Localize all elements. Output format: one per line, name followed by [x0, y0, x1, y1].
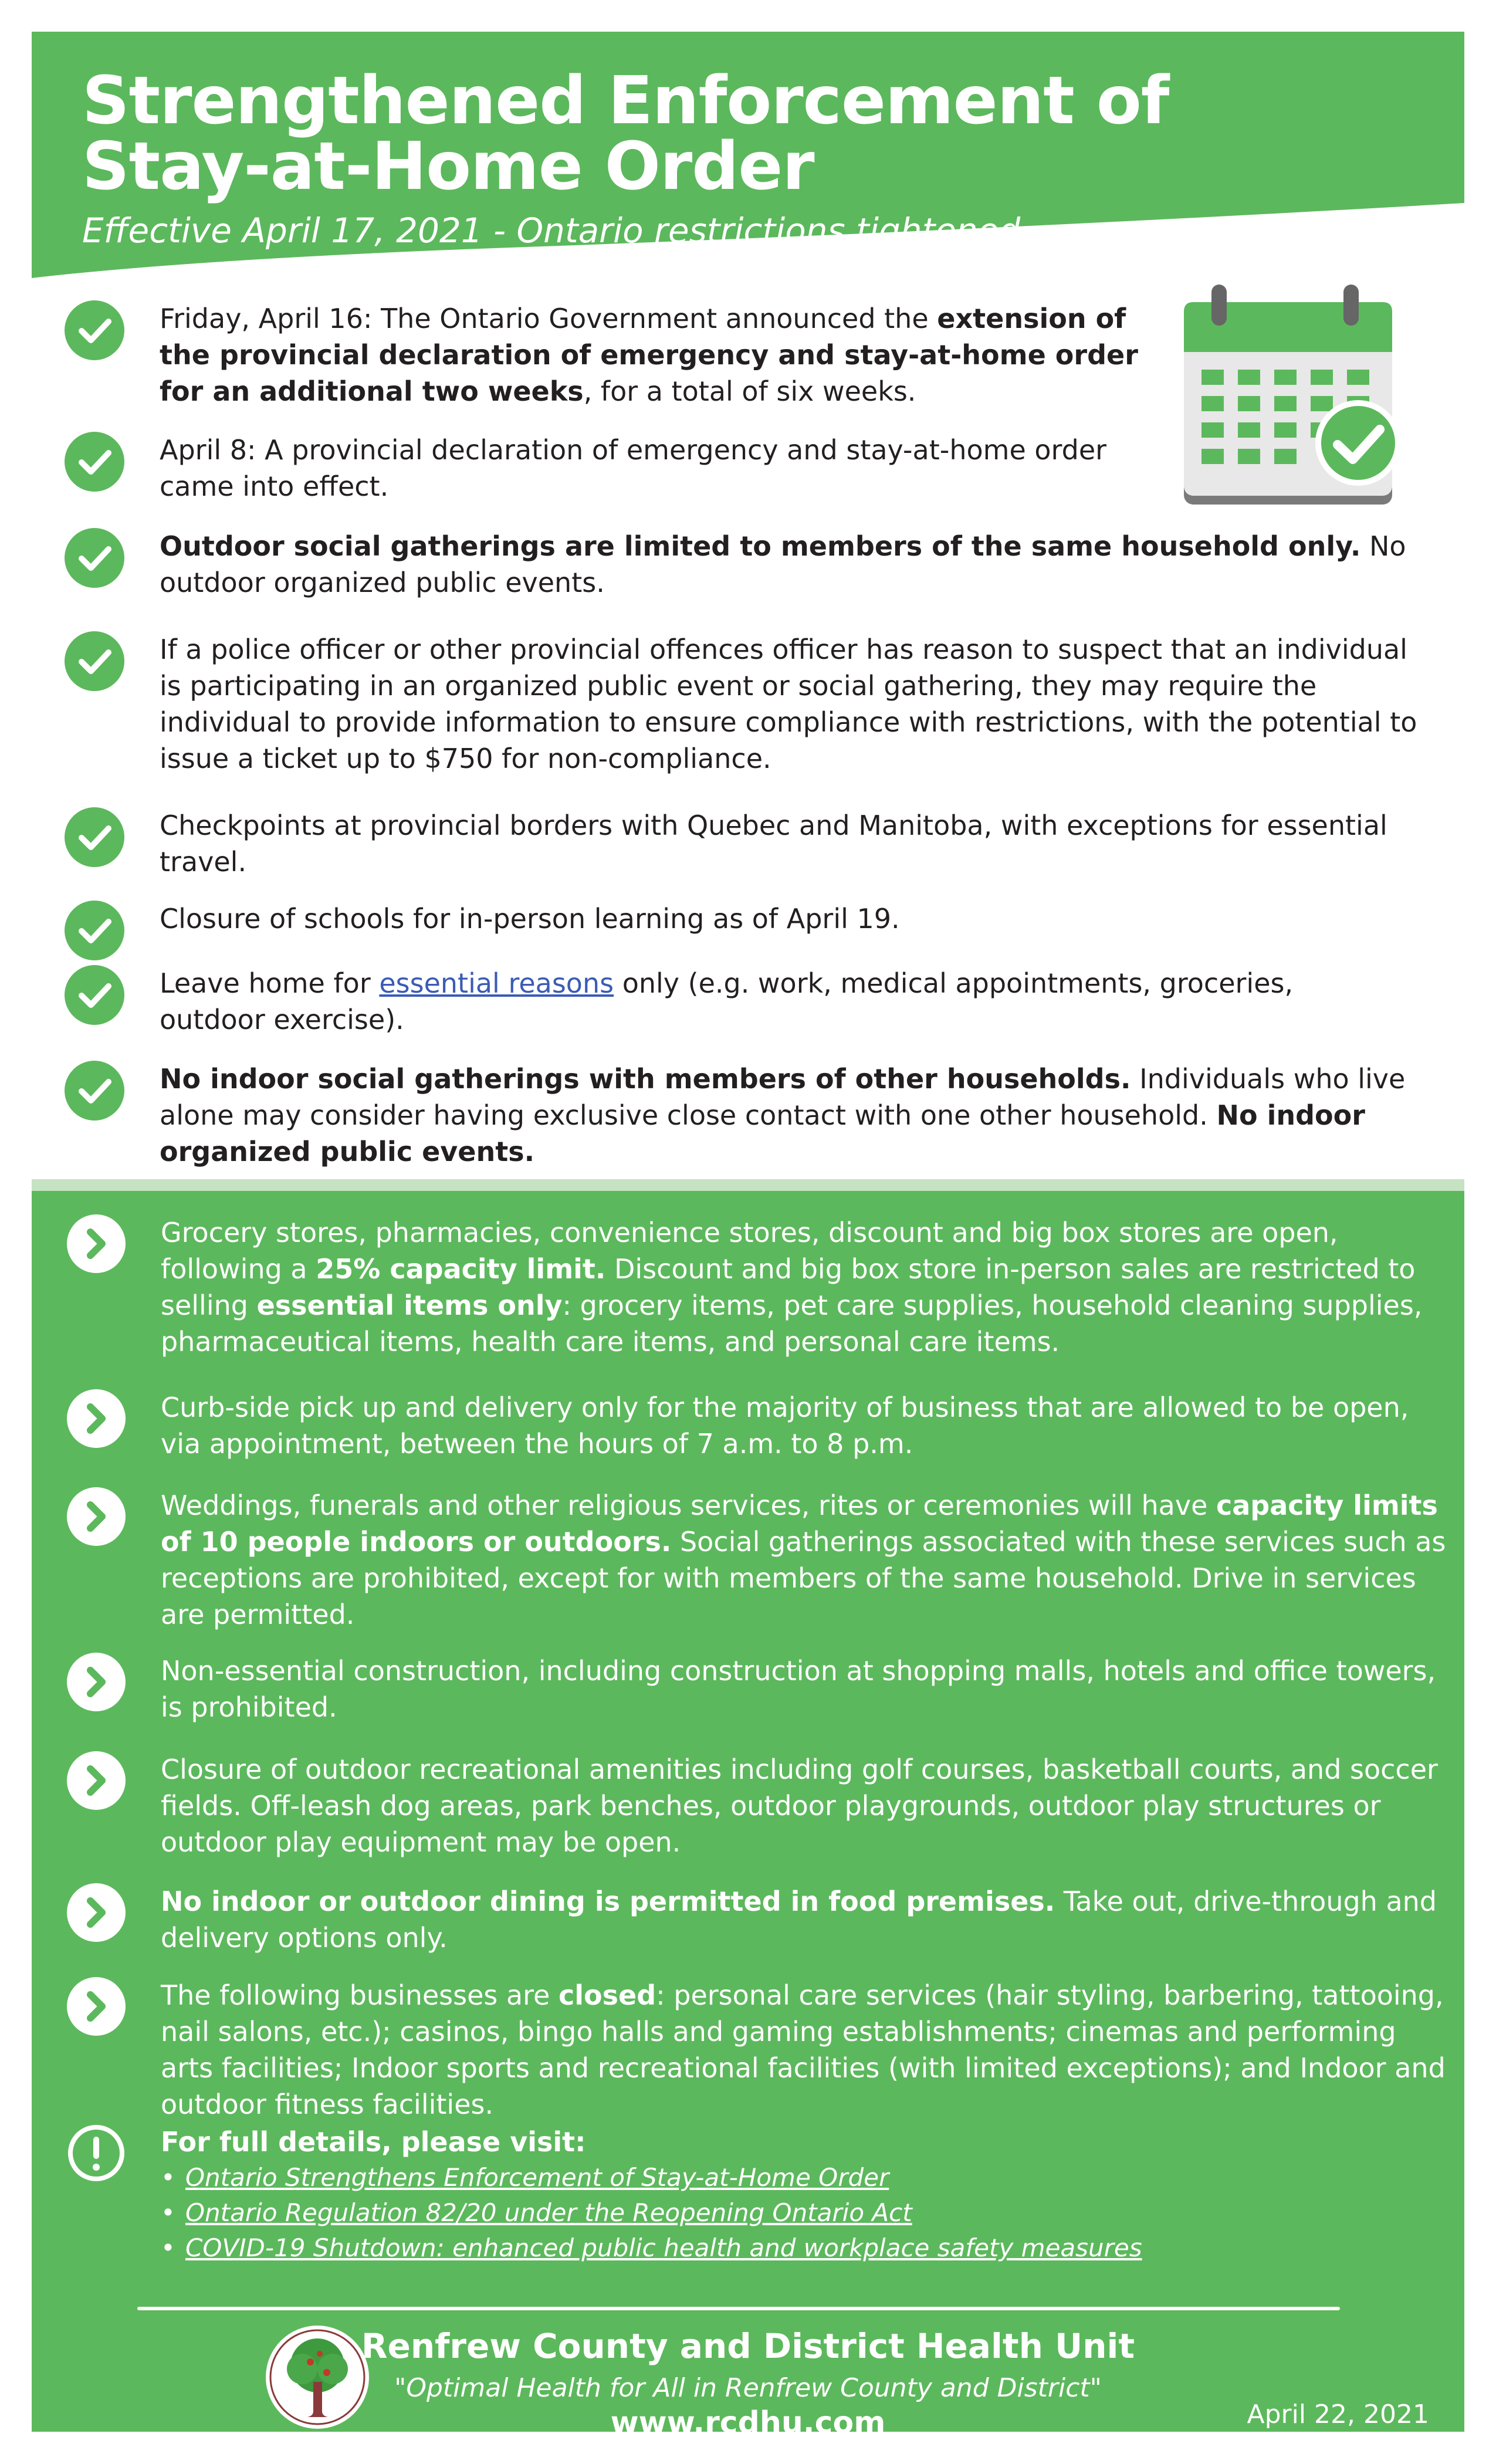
item-text: Closure of outdoor recreational amenities including golf courses, basketball courts, and soccer fields. Off-leash dog areas, park benches, outdoor playgrounds, outdoor play structures or outdoor play equipment may be open.	[161, 1754, 1438, 1858]
item-text: Grocery stores, pharmacies, convenience stores, discount and big box stores are open, following a 25% capacity limit. Discount and big box store in-person sales are restricted to selling essential items only: grocery items, pet care supplies, household cleaning supplies, pharmaceutical items, health care items, and personal care items.	[161, 1217, 1423, 1358]
chevron-right-circle-icon	[67, 1653, 126, 1711]
item-text: No indoor social gatherings with members of other households. Individuals who live alone may consider having exclusive close contact with one other household. No indoor organized public events.	[160, 1063, 1406, 1167]
item-text: Weddings, funerals and other religious services, rites or ceremonies will have capacity limits of 10 people indoors or outdoors. Social gatherings associated with these services such as receptions are prohibited, except for with members of the same household. Drive in services are permitted.	[161, 1490, 1446, 1630]
page-title: Strengthened Enforcement of Stay-at-Home Order	[82, 63, 1169, 205]
item-text: Friday, April 16: The Ontario Government announced the extension of the provincial declaration of emergency and stay-at-home order for an additional two weeks, for a total of six weeks.	[160, 303, 1138, 407]
item-text: If a police officer or other provincial offences officer has reason to suspect that an individual is participating in an organized public event or social gathering, they may require the individual to provide information to ensure compliance with restrictions, with the potential to issue a ticket up to $750 for non-compliance.	[160, 634, 1417, 774]
exclamation-circle-icon	[67, 2124, 126, 2182]
footer-divider	[137, 2307, 1340, 2310]
organization-url[interactable]: www.rcdhu.com	[610, 2405, 886, 2441]
item-text: April 8: A provincial declaration of emergency and stay-at-home order came into effect.	[160, 434, 1107, 502]
chevron-right-circle-icon	[67, 1751, 126, 1810]
item-text: No indoor or outdoor dining is permitted in food premises. Take out, drive-through and delivery options only.	[161, 1886, 1437, 1954]
chevron-right-circle-icon	[67, 1487, 126, 1546]
item-text: Non-essential construction, including construction at shopping malls, hotels and office towers, is prohibited.	[161, 1655, 1436, 1723]
chevron-right-circle-icon	[67, 1214, 126, 1273]
link-regulation-82-20[interactable]: • Ontario Regulation 82/20 under the Reopening Ontario Act	[161, 2195, 1142, 2231]
restrictions-panel	[32, 1191, 1464, 2441]
link-covid-shutdown[interactable]: • COVID-19 Shutdown: enhanced public health and workplace safety measures	[161, 2231, 1142, 2266]
item-text: Leave home for essential reasons only (e.g. work, medical appointments, groceries, outdoor exercise).	[160, 967, 1294, 1035]
check-circle-icon	[65, 807, 124, 867]
check-circle-icon	[65, 901, 124, 960]
organization-tagline: "Optimal Health for All in Renfrew County and District"	[394, 2373, 1102, 2403]
check-circle-icon	[65, 1061, 124, 1121]
item-text: Closure of schools for in-person learning as of April 19.	[160, 903, 900, 935]
header-banner	[32, 32, 1464, 284]
item-text: Outdoor social gatherings are limited to members of the same household only. No outdoor organized public events.	[160, 530, 1406, 598]
chevron-right-circle-icon	[67, 1883, 126, 1942]
details-heading: For full details, please visit:	[161, 2126, 586, 2158]
check-circle-icon	[65, 631, 124, 691]
item-text: Curb-side pick up and delivery only for the majority of business that are allowed to be open, via appointment, between the hours of 7 a.m. to 8 p.m.	[161, 1392, 1409, 1460]
essential-reasons-link[interactable]: essential reasons	[379, 967, 614, 999]
page-subtitle: Effective April 17, 2021 - Ontario restrictions tightened	[82, 211, 1021, 251]
details-links	[161, 2160, 1142, 2266]
organization-name: Renfrew County and District Health Unit	[361, 2326, 1135, 2366]
item-text: Checkpoints at provincial borders with Quebec and Manitoba, with exceptions for essential travel.	[160, 810, 1387, 878]
item-text: The following businesses are closed: personal care services (hair styling, barbering, tattooing, nail salons, etc.); casinos, bingo halls and gaming establishments; cinemas and performing arts facilities; Indoor sports and recreational facilities (with limited exceptions); and Indoor and outdoor fitness facilities.	[161, 1979, 1446, 2120]
check-circle-icon	[65, 432, 124, 492]
section-divider	[32, 1179, 1464, 1191]
chevron-right-circle-icon	[67, 1389, 126, 1448]
check-circle-icon	[65, 965, 124, 1025]
check-circle-icon	[65, 528, 124, 588]
chevron-right-circle-icon	[67, 1977, 126, 2036]
link-enforcement-order[interactable]: • Ontario Strengthens Enforcement of Stay-at-Home Order	[161, 2160, 1142, 2195]
calendar-check-icon	[1179, 282, 1402, 507]
check-circle-icon	[65, 300, 124, 360]
publish-date: April 22, 2021	[1247, 2399, 1429, 2429]
